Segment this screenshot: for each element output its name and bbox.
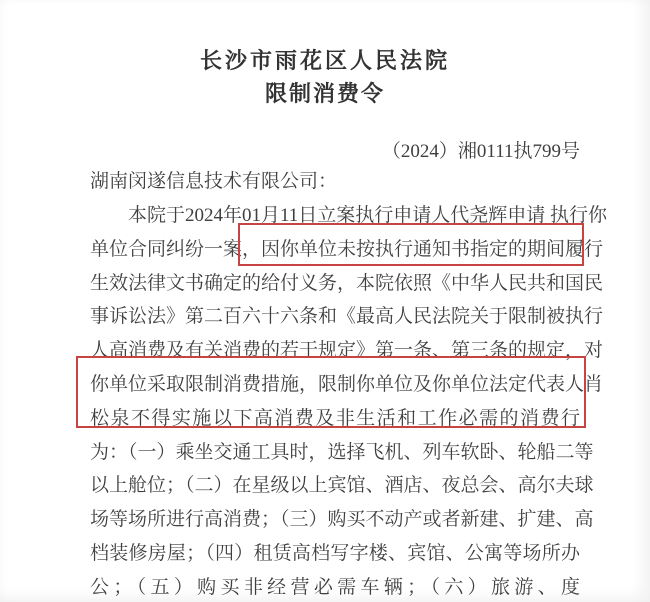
body-line: 为：（一）乘坐交通工具时，选择飞机、列车软卧、轮船二等 (90, 441, 594, 463)
body-line: 公；（五）购买非经营必需车辆；（六）旅游、度 (90, 576, 580, 598)
document-title: 限制消费令 (264, 81, 385, 106)
case-number: （2024）湘0111执799号 (381, 141, 580, 162)
body-line: 人高消费及有关消费的若干规定》第一条、第三条的规定，对 (90, 340, 604, 362)
body-line: 松泉不得实施以下高消费及非生活和工作必需的消费行 (90, 407, 580, 429)
body-line: 单位合同纠纷一案，因你单位未按执行通知书指定的期间履行 (90, 238, 604, 260)
court-name: 长沙市雨花区人民法院 (199, 48, 450, 73)
body-line: 事诉讼法》第二百六十六条和《最高人民法院关于限制被执行 (90, 306, 604, 328)
document-body (90, 199, 608, 602)
body-line: 本院于2024年01月11日立案执行申请人代尧辉申请 执行你 (128, 205, 608, 226)
addressee: 湖南闵遂信息技术有限公司： (90, 171, 338, 192)
body-line: 档装修房屋；（四）租赁高档写字楼、宾馆、公寓等场所办 (90, 542, 580, 564)
body-line: 以上舱位；（二）在星级以上宾馆、酒店、夜总会、高尔夫球 (90, 475, 594, 497)
body-line: 你单位采取限制消费措施，限制你单位及你单位法定代表人肖 (90, 373, 604, 395)
body-line: 场等场所进行高消费；（三）购买不动产或者新建、扩建、高 (90, 509, 594, 531)
body-line: 生效法律文书确定的给付义务，本院依照《中华人民共和国民 (90, 272, 604, 294)
